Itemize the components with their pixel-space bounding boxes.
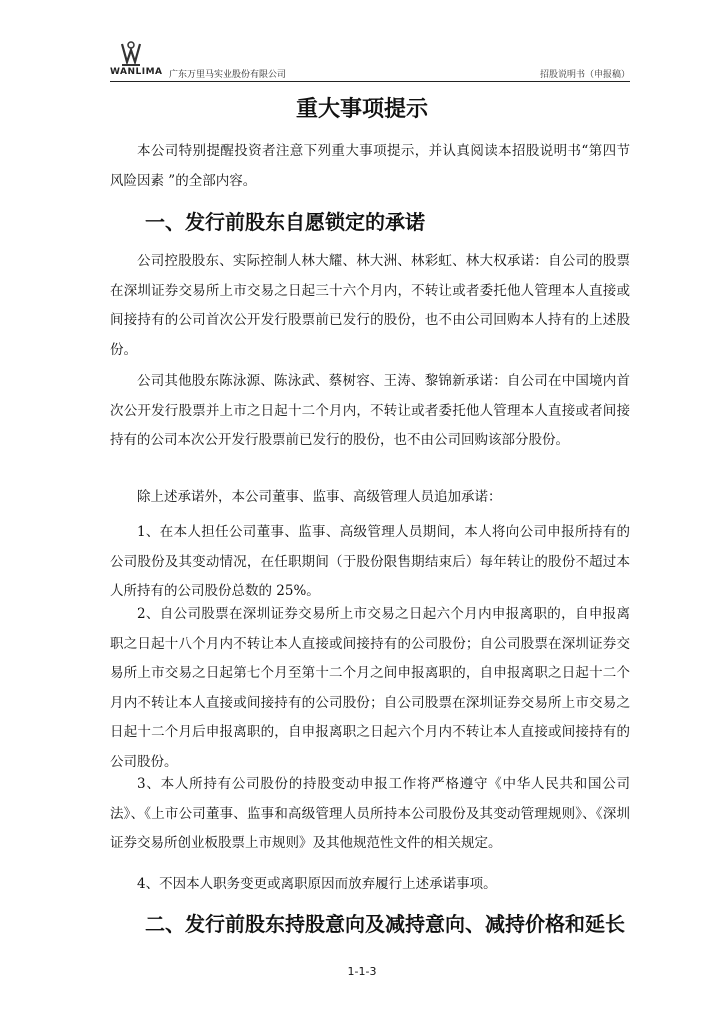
page-title: 重大事项提示 [295, 96, 428, 122]
paragraph-6: 3、本人所持有公司股份的持股变动申报工作将严格遵守《中华人民共和国公司法》、《上市公司董事、监事和高级管理人员所持本公司股份及其变动管理规则》、《深圳证券交易所创业板股票上市规则》及其他规范性文件的相关规定。 [110, 776, 630, 851]
paragraph-7: 4、不因本人职务变更或离职原因而放弃履行上述承诺事项。 [137, 876, 497, 892]
document-type: 招股说明书（申报稿） [539, 70, 630, 80]
section-1-heading: 一、发行前股东自愿锁定的承诺 [145, 210, 425, 234]
logo-text: WANLIMA [110, 67, 163, 77]
paragraph-4: 1、在本人担任公司董事、监事、高级管理人员期间，本人将向公司申报所持有的公司股份及其变动情况，在任职期间（于股份限售期结束后）每年转让的股份不超过本人所持有的公司股份总数的 25%。 [110, 524, 630, 599]
header-divider [110, 81, 630, 82]
paragraph-3: 除上述承诺外，本公司董事、监事、高级管理人员追加承诺： [137, 489, 502, 505]
wanlima-logo-icon [120, 40, 142, 70]
paragraph-1: 公司控股股东、实际控制人林大耀、林大洲、林彩虹、林大权承诺：自公司的股票在深圳证券交易所上市交易之日起三十六个月内，不转让或者委托他人管理本人直接或间接持有的公司首次公开发行股票前已发行的股份，也不由公司回购本人持有的上述股份。 [110, 253, 630, 358]
intro-paragraph: 本公司特别提醒投资者注意下列重大事项提示，并认真阅读本招股说明书“第四节 风险因素 ”的全部内容。 [110, 143, 630, 189]
company-name: 广东万里马实业股份有限公司 [169, 70, 287, 80]
page-number: 1-1-3 [347, 965, 377, 978]
section-2-heading: 二、发行前股东持股意向及减持意向、减持价格和延长 [145, 912, 625, 936]
paragraph-5: 2、自公司股票在深圳证券交易所上市交易之日起六个月内申报离职的，自申报离职之日起十八个月内不转让本人直接或间接持有的公司股份；自公司股票在深圳证券交易所上市交易之日起第七个月至第十二个月之间申报离职的，自申报离职之日起十二个月内不转让本人直接或间接持有的公司股份；自公司股票在深圳证券交易所上市交易之日起十二个月后申报离职的，自申报离职之日起六个月内不转让本人直接或间接持有的公司股份。 [110, 606, 630, 770]
paragraph-2: 公司其他股东陈泳源、陈泳武、蔡树容、王涛、黎锦新承诺：自公司在中国境内首次公开发行股票并上市之日起十二个月内，不转让或者委托他人管理本人直接或者间接持有的公司本次公开发行股票前已发行的股份，也不由公司回购该部分股份。 [110, 373, 630, 448]
page-header [110, 40, 630, 84]
